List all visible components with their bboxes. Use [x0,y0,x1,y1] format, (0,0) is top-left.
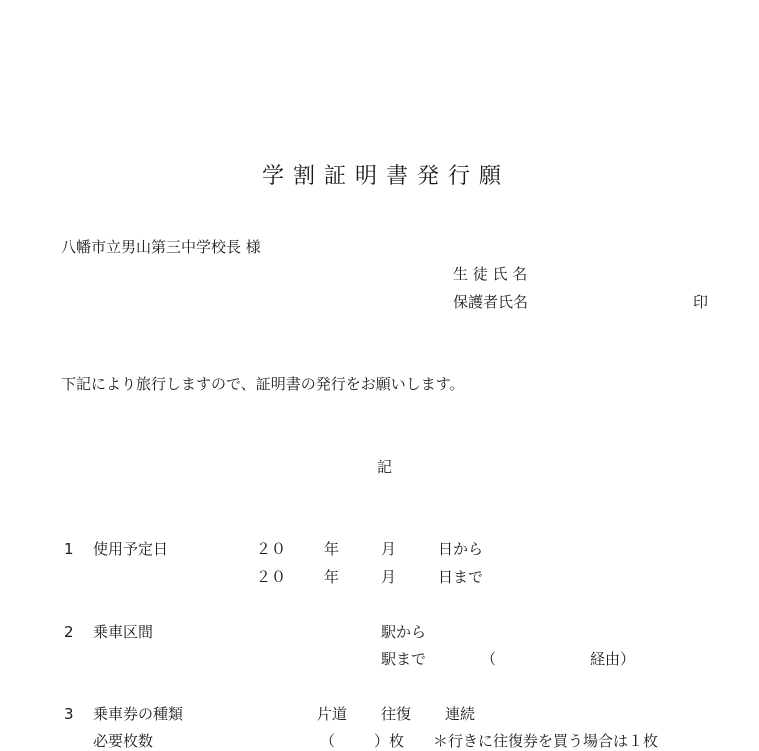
item1-row2-month: 月 [381,568,397,586]
ki-heading: 記 [377,458,393,476]
item1-row2-year: 年 [324,568,340,586]
item3-option-oneway: 片道 [317,705,348,723]
item2-to: 駅まで [381,650,427,668]
item1-row1-day: 日から [438,540,484,558]
recipient-line: 八幡市立男山第三中学校長 様 [61,238,261,256]
item1-row1-year-prefix: ２０ [256,540,287,558]
item1-number: 1 [64,540,74,558]
document-title: 学割証明書発行願 [262,164,511,189]
item2-label: 乗車区間 [93,623,154,641]
item3-note: ＊行きに往復券を買う場合は１枚 [433,732,659,750]
guardian-name-label: 保護者氏名 [453,293,529,311]
item3-number: 3 [64,705,74,723]
item1-label: 使用予定日 [93,540,169,558]
item1-row2-year-prefix: ２０ [256,568,287,586]
item1-row1-year: 年 [324,540,340,558]
item1-row1-month: 月 [381,540,397,558]
student-name-label: 生 徒 氏 名 [453,265,528,283]
item1-row2-day: 日まで [438,568,484,586]
item2-from: 駅から [381,623,427,641]
item3-count-label: 必要枚数 [93,732,154,750]
item2-number: 2 [64,623,74,641]
item3-count-close: ）枚 [374,732,405,750]
seal-mark: 印 [693,293,709,311]
item3-count-open: （ [320,732,336,750]
item3-option-roundtrip: 往復 [381,705,412,723]
item3-option-continuous: 連続 [445,705,476,723]
item2-via-close: 経由） [590,650,636,668]
item3-label: 乗車券の種類 [93,705,184,723]
item2-via-open: （ [481,650,497,668]
request-text: 下記により旅行しますので、証明書の発行をお願いします。 [61,375,465,393]
